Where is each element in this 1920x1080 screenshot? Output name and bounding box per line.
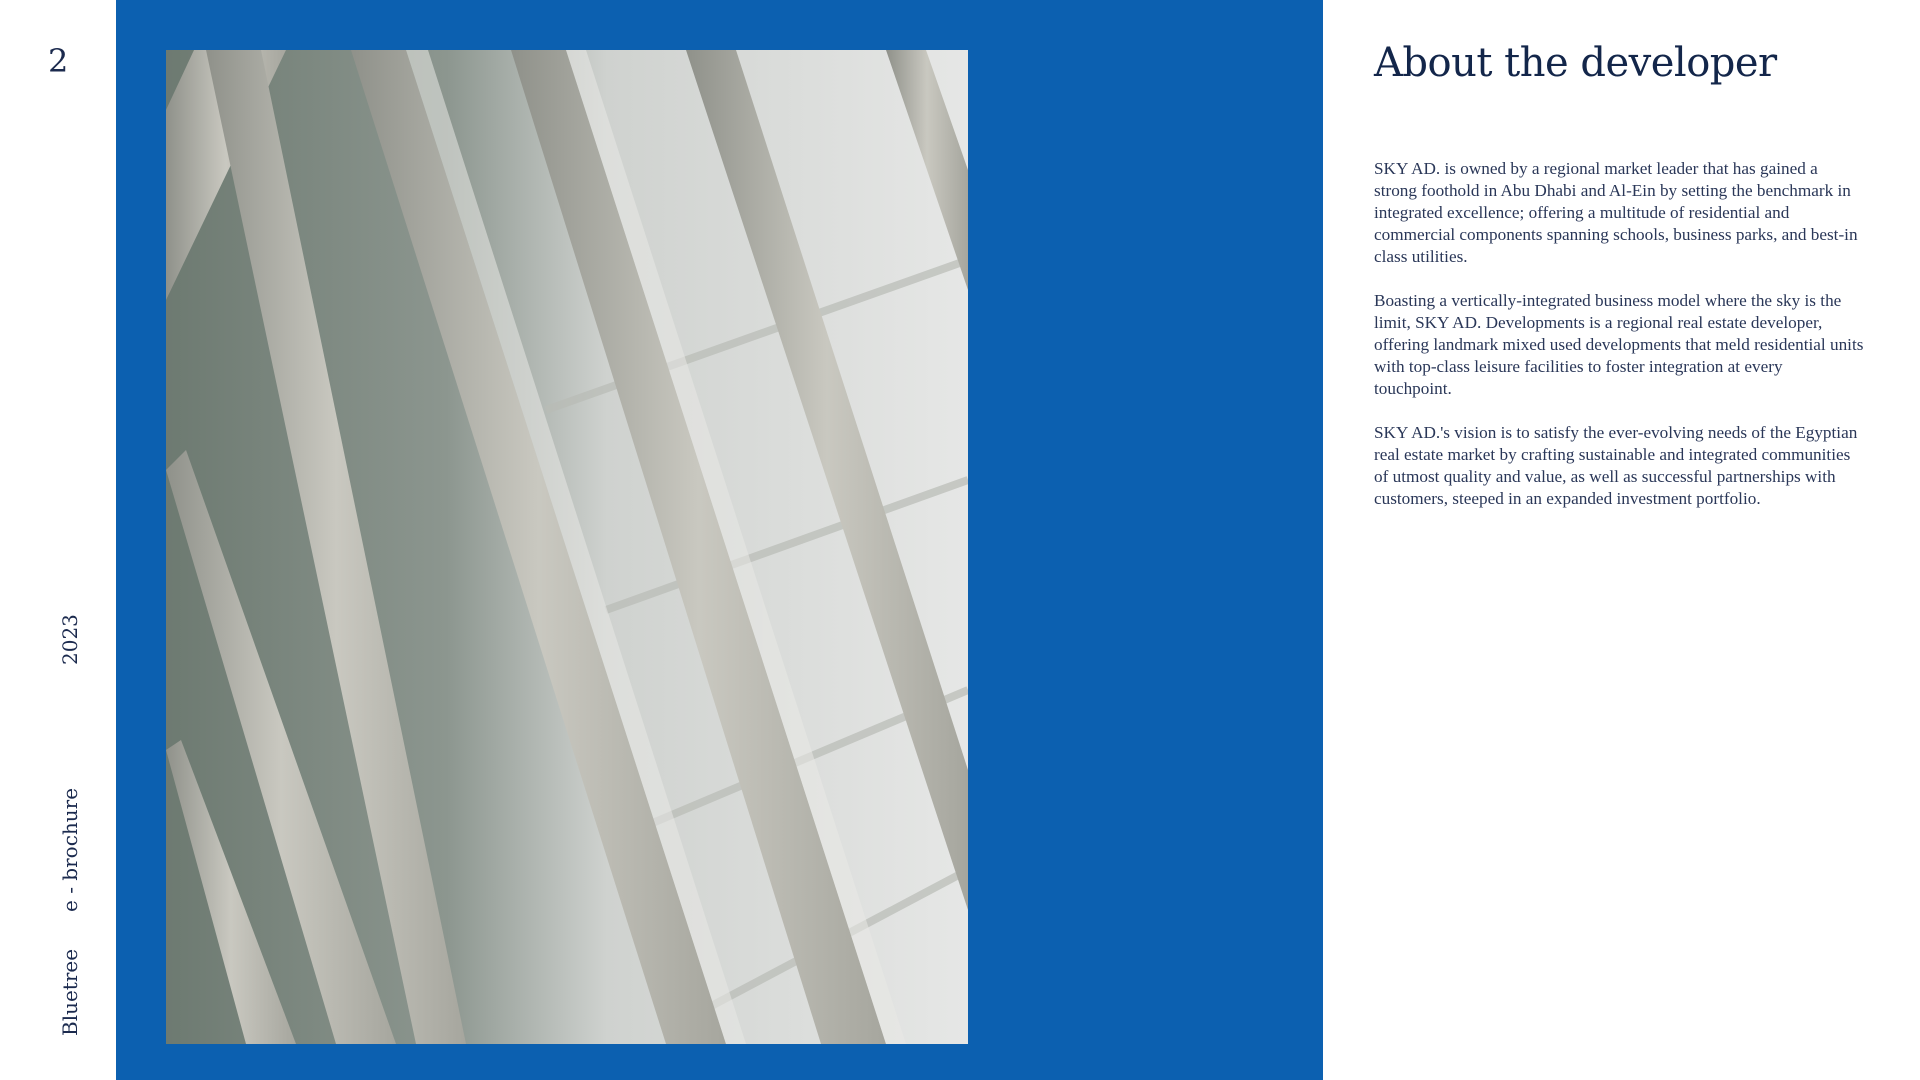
page-number: 2: [48, 42, 69, 80]
paragraph-2: Boasting a vertically-integrated business model where the sky is the limit, SKY AD. Developments is a regional real estate developer, offering landmark mixed used developments that meld residential units with top-class leisure facilities to foster integration at every touchpoint.: [1374, 291, 1864, 398]
paragraph-3: SKY AD.'s vision is to satisfy the ever-evolving needs of the Egyptian real estate market by crafting sustainable and integrated communities of utmost quality and value, as well as successful partnerships with customers, steeped in an expanded investment portfolio.: [1374, 423, 1858, 508]
year-label: 2023: [58, 614, 82, 665]
about-section: [1374, 40, 1864, 532]
paragraph-1: SKY AD. is owned by a regional market leader that has gained a strong foothold in Abu Dhabi and Al-Ein by setting the benchmark in integrated excellence; offering a multitude of residential and commercial components spanning schools, business parks, and best-in class utilities.: [1374, 159, 1858, 266]
vertical-sidebar: [0, 0, 116, 1080]
architecture-photo: [166, 50, 968, 1044]
doc-type-label: e - brochure: [58, 787, 82, 912]
about-paragraphs: [1374, 158, 1864, 510]
page-title: About the developer: [1374, 40, 1777, 86]
brand-label: Bluetree: [58, 948, 82, 1036]
